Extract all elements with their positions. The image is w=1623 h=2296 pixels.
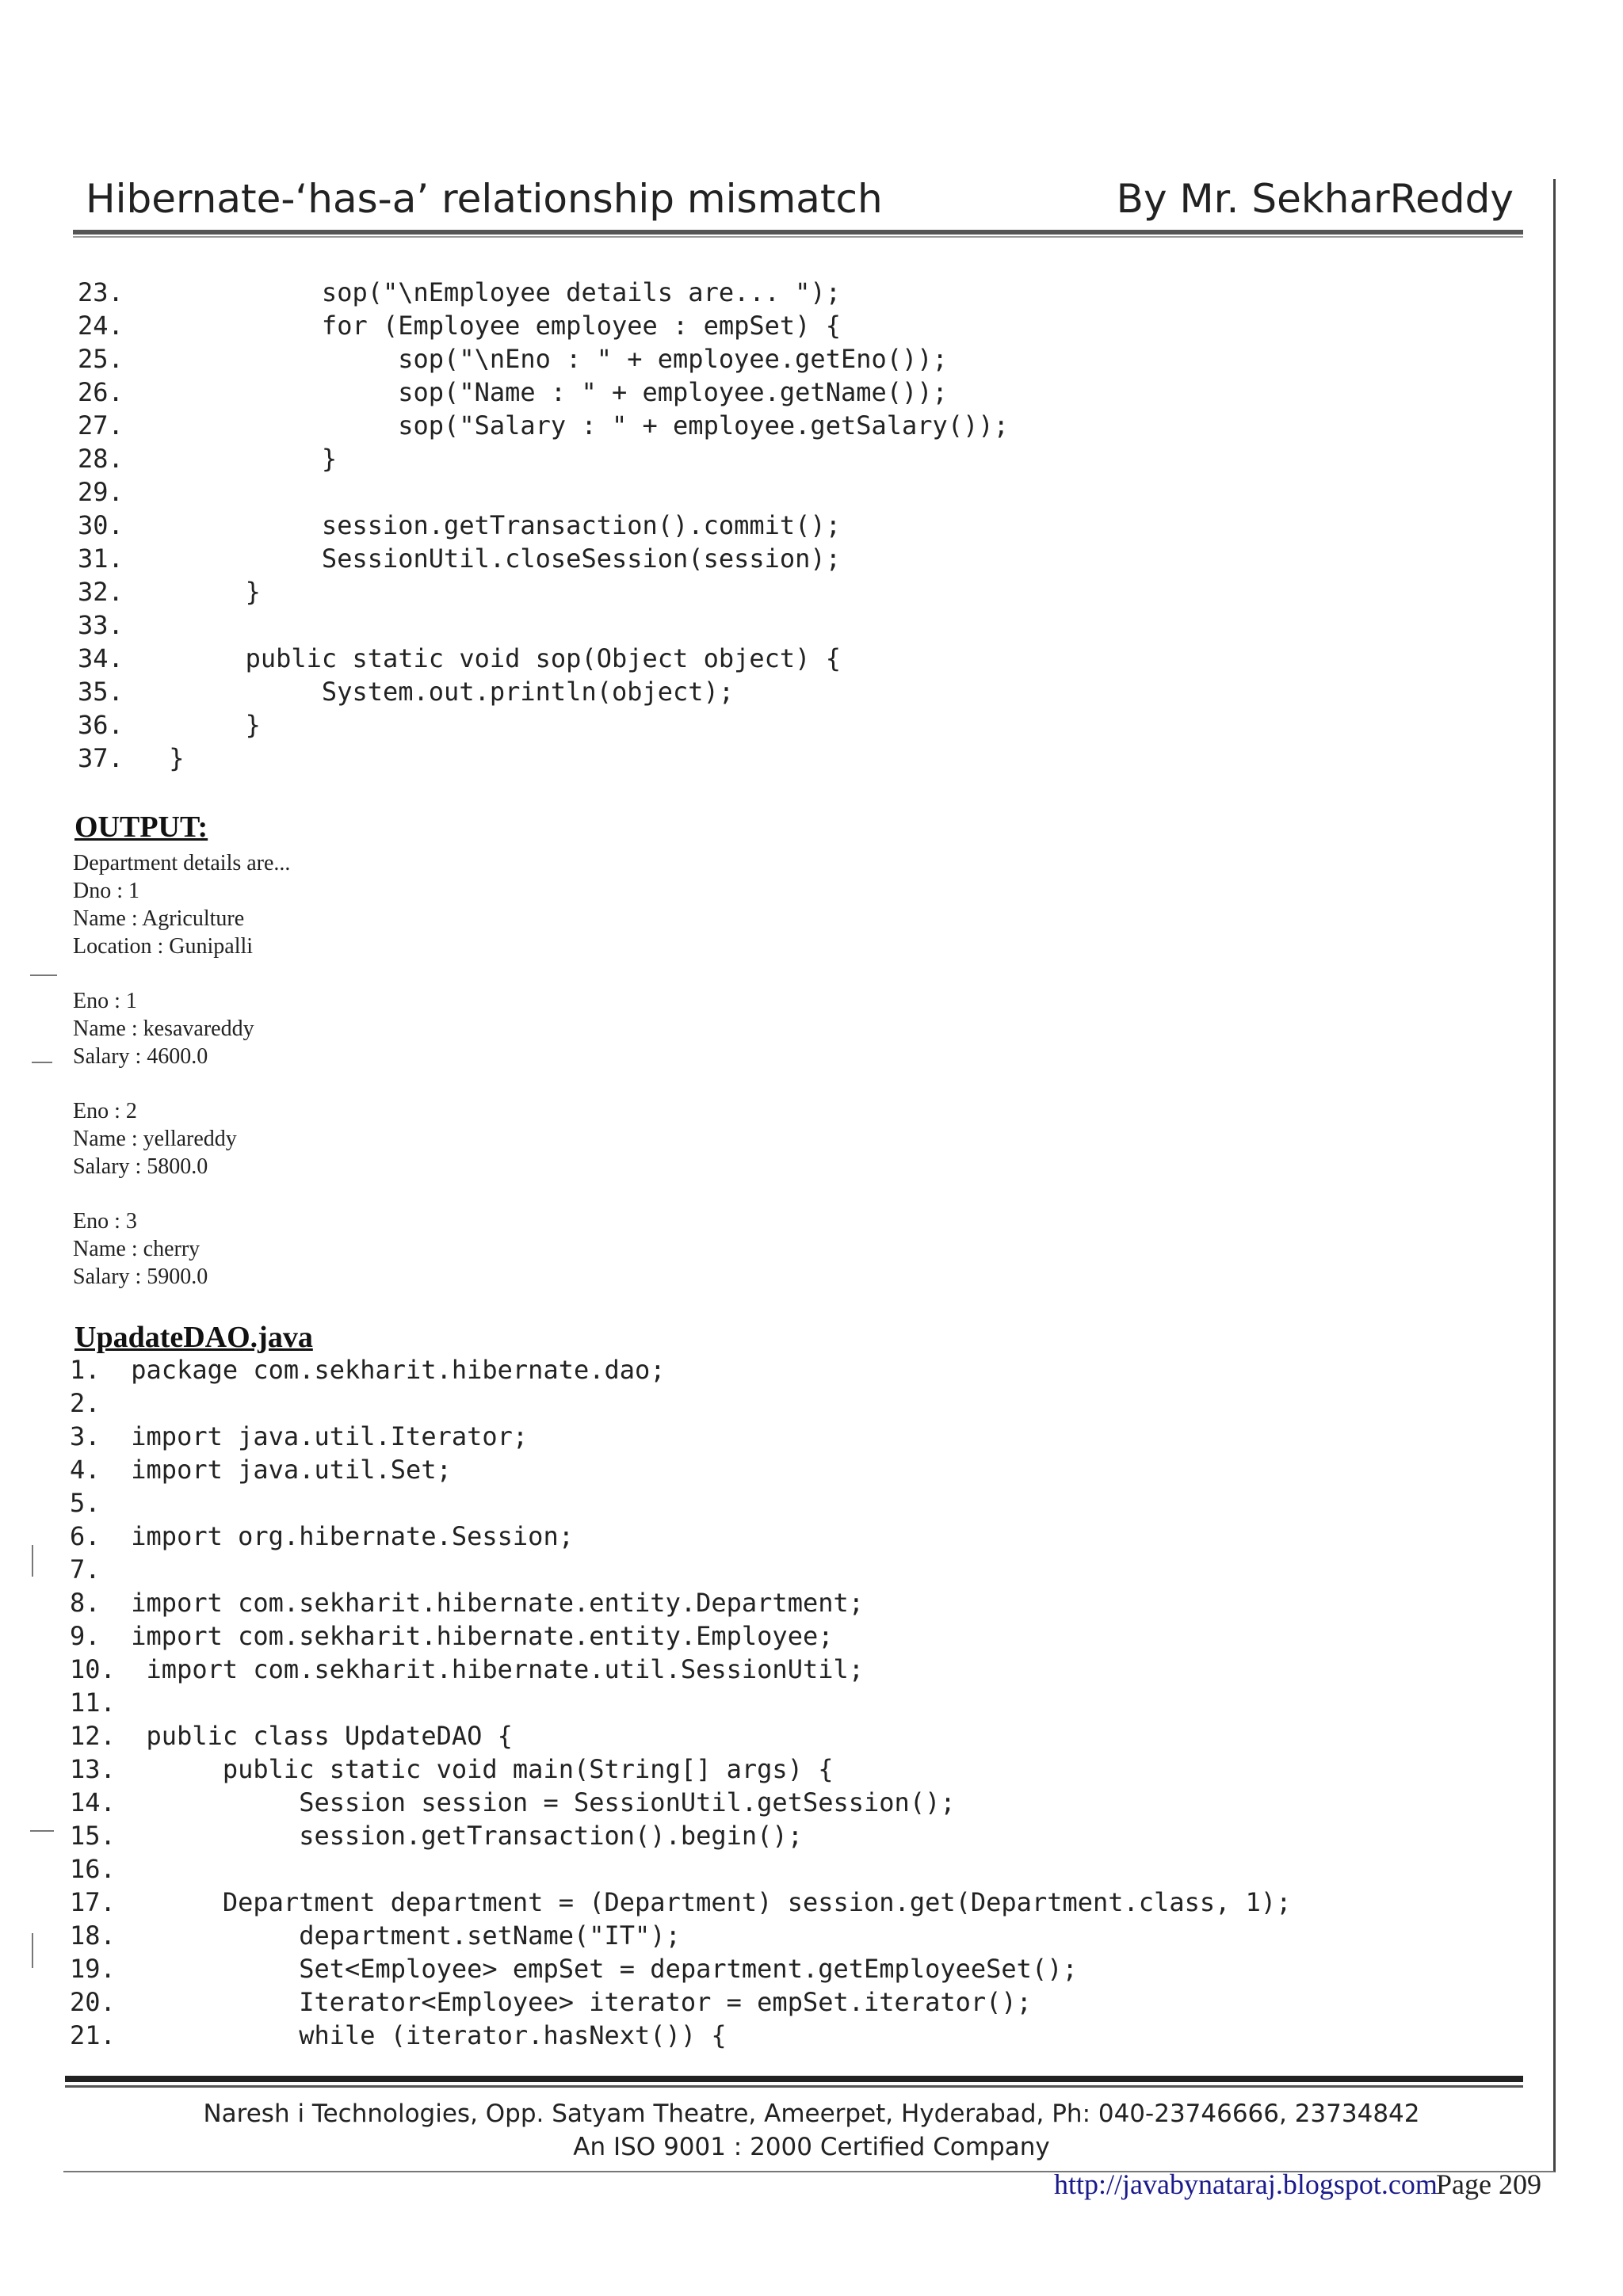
- line-number: 21.: [70, 2020, 116, 2050]
- code-line: [78, 509, 1009, 542]
- line-number: 13.: [70, 1754, 116, 1784]
- code-text: department.setName("IT");: [116, 1920, 681, 1951]
- code-line: [78, 309, 1009, 342]
- code-line: [70, 1553, 1291, 1586]
- line-number: 24.: [78, 311, 124, 341]
- output-line: Eno : 1: [73, 989, 137, 1013]
- code-text: System.out.println(object);: [154, 677, 735, 707]
- code-line: [78, 475, 1009, 509]
- code-text: import java.util.Iterator;: [116, 1421, 529, 1451]
- code-line: [70, 1786, 1291, 1819]
- code-text: sop("\nEmployee details are... ");: [154, 277, 841, 307]
- code-text: }: [154, 743, 185, 773]
- header-rule-thin: [73, 236, 1523, 238]
- footer-rule: [65, 2076, 1523, 2082]
- code-text: import com.sekharit.hibernate.util.SessionUtil;: [116, 1654, 865, 1684]
- header-author: By Mr. SekharReddy: [1116, 176, 1514, 222]
- code-line: [70, 1653, 1291, 1686]
- code-text: public static void main(String[] args) {: [116, 1754, 834, 1784]
- code-line: [70, 1852, 1291, 1886]
- code-line: [70, 1453, 1291, 1486]
- scan-mark: [30, 974, 57, 976]
- code-line: [78, 376, 1009, 409]
- code-line: [70, 1520, 1291, 1553]
- code-line: [70, 1985, 1291, 2019]
- code-text: }: [154, 577, 261, 607]
- line-number: 19.: [70, 1954, 116, 1984]
- output-line: Name : kesavareddy: [73, 1016, 254, 1041]
- line-number: 14.: [70, 1787, 116, 1817]
- line-number: 16.: [70, 1854, 116, 1884]
- output-line: Salary : 4600.0: [73, 1044, 208, 1069]
- code-line: [70, 1619, 1291, 1653]
- output-line: Salary : 5800.0: [73, 1154, 208, 1179]
- code-line: [70, 1420, 1291, 1453]
- code-text: import com.sekharit.hibernate.entity.Employee;: [116, 1621, 834, 1651]
- line-number: 33.: [78, 610, 124, 640]
- line-number: 26.: [78, 377, 124, 407]
- output-line: Eno : 2: [73, 1099, 137, 1123]
- output-line: Name : cherry: [73, 1237, 200, 1261]
- code-text: sop("Name : " + employee.getName());: [154, 377, 948, 407]
- code-text: sop("Salary : " + employee.getSalary());: [154, 410, 1009, 441]
- scan-mark: [32, 1933, 33, 1968]
- header-title: Hibernate-‘has-a’ relationship mismatch: [86, 176, 883, 222]
- code-block-bottom: [70, 1353, 1291, 2052]
- scan-mark: [30, 1830, 54, 1832]
- code-text: import org.hibernate.Session;: [116, 1521, 574, 1551]
- scan-mark: [32, 1545, 33, 1577]
- footer-address: Naresh i Technologies, Opp. Satyam Theatre, Ameerpet, Hyderabad, Ph: 040-23746666, 23734842: [203, 2100, 1420, 2128]
- footer-certification: An ISO 9001 : 2000 Certified Company: [573, 2133, 1050, 2161]
- line-number: 23.: [78, 277, 124, 307]
- line-number: 28.: [78, 444, 124, 474]
- code-line: [70, 1753, 1291, 1786]
- output-line: Name : yellareddy: [73, 1127, 237, 1151]
- line-number: 2.: [70, 1388, 101, 1418]
- line-number: 3.: [70, 1421, 101, 1451]
- line-number: 10.: [70, 1654, 116, 1684]
- code-text: package com.sekharit.hibernate.dao;: [116, 1355, 666, 1385]
- output-line: Eno : 3: [73, 1209, 137, 1234]
- code-text: public class UpdateDAO {: [116, 1721, 513, 1751]
- line-number: 20.: [70, 1987, 116, 2017]
- line-number: 6.: [70, 1521, 101, 1551]
- code-block-top: [78, 276, 1009, 775]
- line-number: 4.: [70, 1455, 101, 1485]
- line-number: 1.: [70, 1355, 101, 1385]
- code-text: }: [154, 710, 261, 740]
- code-line: [78, 675, 1009, 708]
- line-number: 36.: [78, 710, 124, 740]
- line-number: 35.: [78, 677, 124, 707]
- line-number: 12.: [70, 1721, 116, 1751]
- header-rule: [73, 230, 1523, 235]
- code-line: [78, 276, 1009, 309]
- code-text: session.getTransaction().begin();: [116, 1821, 803, 1851]
- line-number: 18.: [70, 1920, 116, 1951]
- code-text: Set<Employee> empSet = department.getEmployeeSet();: [116, 1954, 1078, 1984]
- code-text: import com.sekharit.hibernate.entity.Department;: [116, 1588, 865, 1618]
- code-text: SessionUtil.closeSession(session);: [154, 543, 841, 574]
- output-line: Location : Gunipalli: [73, 934, 254, 959]
- code-line: [70, 1919, 1291, 1952]
- code-line: [70, 1353, 1291, 1386]
- code-line: [70, 1886, 1291, 1919]
- file-title: UpadateDAO.java: [74, 1321, 313, 1354]
- output-line: Salary : 5900.0: [73, 1264, 208, 1289]
- line-number: 15.: [70, 1821, 116, 1851]
- code-line: [78, 708, 1009, 742]
- code-line: [70, 1586, 1291, 1619]
- code-line: [78, 608, 1009, 642]
- code-line: [78, 409, 1009, 442]
- code-text: }: [154, 444, 338, 474]
- code-text: while (iterator.hasNext()) {: [116, 2020, 727, 2050]
- code-line: [78, 342, 1009, 376]
- code-text: Session session = SessionUtil.getSession();: [116, 1787, 956, 1817]
- output-line: Dno : 1: [73, 879, 139, 903]
- line-number: 25.: [78, 344, 124, 374]
- code-line: [78, 575, 1009, 608]
- line-number: 30.: [78, 510, 124, 540]
- line-number: 5.: [70, 1488, 101, 1518]
- code-line: [70, 1386, 1291, 1420]
- line-number: 32.: [78, 577, 124, 607]
- line-number: 34.: [78, 643, 124, 673]
- code-line: [70, 1719, 1291, 1753]
- code-line: [78, 542, 1009, 575]
- code-text: session.getTransaction().commit();: [154, 510, 841, 540]
- code-text: Department department = (Department) session.get(Department.class, 1);: [116, 1887, 1292, 1917]
- code-line: [70, 1486, 1291, 1520]
- line-number: 7.: [70, 1554, 101, 1585]
- line-number: 29.: [78, 477, 124, 507]
- page-number: Page 209: [1436, 2168, 1541, 2200]
- code-line: [78, 742, 1009, 775]
- output-line: Department details are...: [73, 851, 291, 875]
- code-line: [70, 1819, 1291, 1852]
- output-title: OUTPUT:: [74, 810, 208, 844]
- code-line: [78, 642, 1009, 675]
- code-text: sop("\nEno : " + employee.getEno());: [154, 344, 948, 374]
- code-text: public static void sop(Object object) {: [154, 643, 841, 673]
- footer-url[interactable]: http://javabynataraj.blogspot.com: [1054, 2168, 1438, 2200]
- code-line: [70, 1952, 1291, 1985]
- code-line: [70, 1686, 1291, 1719]
- code-text: import java.util.Set;: [116, 1455, 452, 1485]
- line-number: 11.: [70, 1688, 116, 1718]
- footer-rule-thin: [65, 2085, 1523, 2088]
- code-line: [78, 442, 1009, 475]
- output-line: Name : Agriculture: [73, 906, 245, 931]
- line-number: 37.: [78, 743, 124, 773]
- line-number: 31.: [78, 543, 124, 574]
- line-number: 8.: [70, 1588, 101, 1618]
- scan-mark: [32, 1062, 52, 1063]
- code-text: Iterator<Employee> iterator = empSet.iterator();: [116, 1987, 1032, 2017]
- code-line: [70, 2019, 1291, 2052]
- code-text: for (Employee employee : empSet) {: [154, 311, 841, 341]
- line-number: 17.: [70, 1887, 116, 1917]
- line-number: 9.: [70, 1621, 101, 1651]
- line-number: 27.: [78, 410, 124, 441]
